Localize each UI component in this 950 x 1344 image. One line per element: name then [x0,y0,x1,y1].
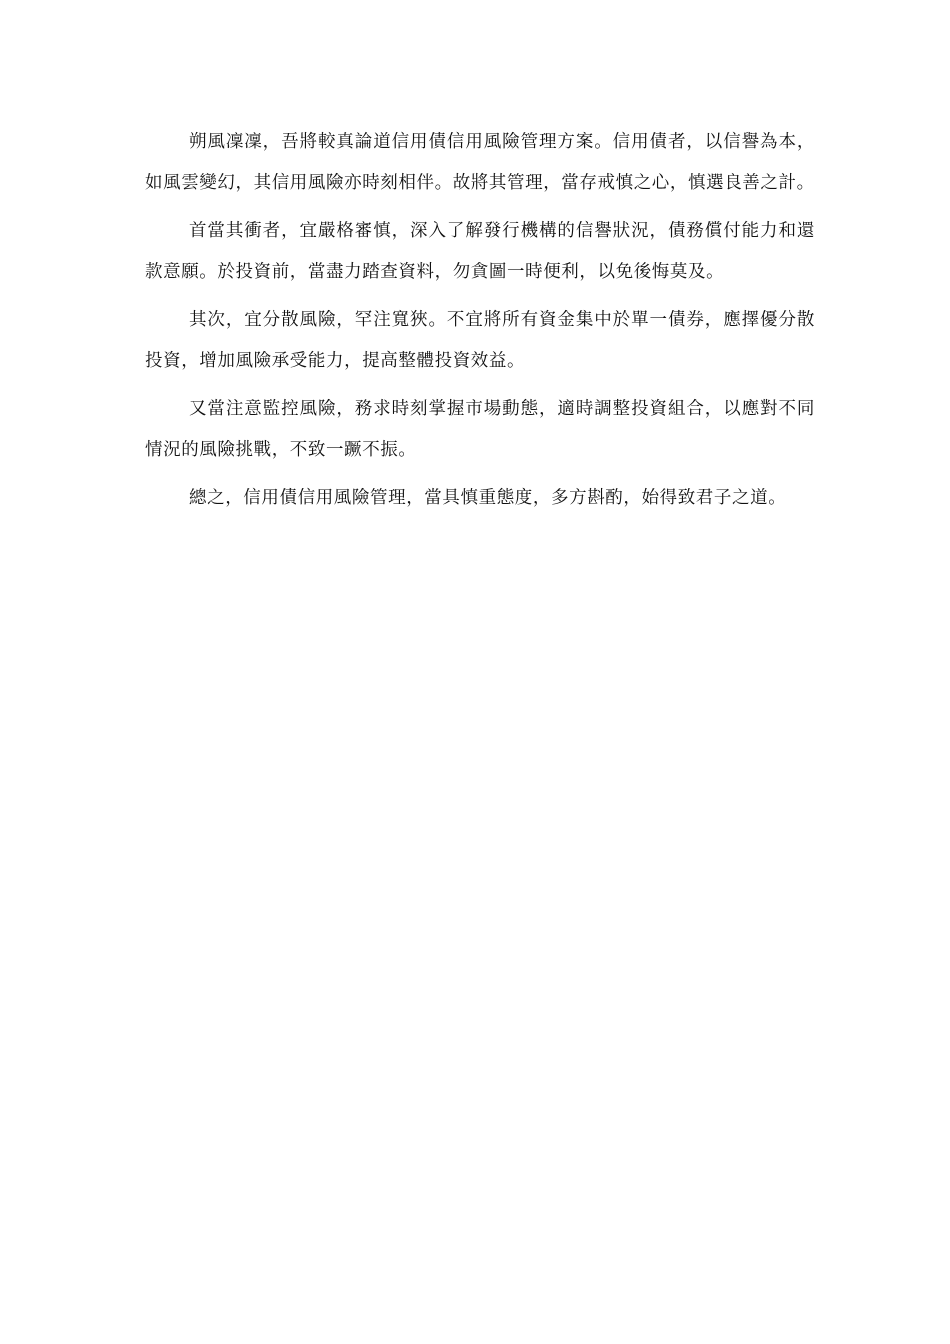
document-body [145,122,815,526]
paragraph-third-point: 又當注意監控風險，務求時刻掌握市場動態，適時調整投資組合，以應對不同情況的風險挑戰，不致一蹶不振。 [145,399,815,460]
paragraph-conclusion: 總之，信用債信用風險管理，當具慎重態度，多方斟酌，始得致君子之道。 [189,488,787,508]
paragraph-intro: 朔風凜凜，吾將較真論道信用債信用風險管理方案。信用債者，以信譽為本，如風雲變幻，其信用風險亦時刻相伴。故將其管理，當存戒慎之心，慎選良善之計。 [145,132,815,193]
paragraph-second-point: 其次，宜分散風險，罕注寬狹。不宜將所有資金集中於單一債券，應擇優分散投資，增加風險承受能力，提高整體投資效益。 [145,310,815,371]
paragraph-first-point: 首當其衝者，宜嚴格審慎，深入了解發行機構的信譽狀況，債務償付能力和還款意願。於投資前，當盡力踏查資料，勿貪圖一時便利，以免後悔莫及。 [145,221,815,282]
